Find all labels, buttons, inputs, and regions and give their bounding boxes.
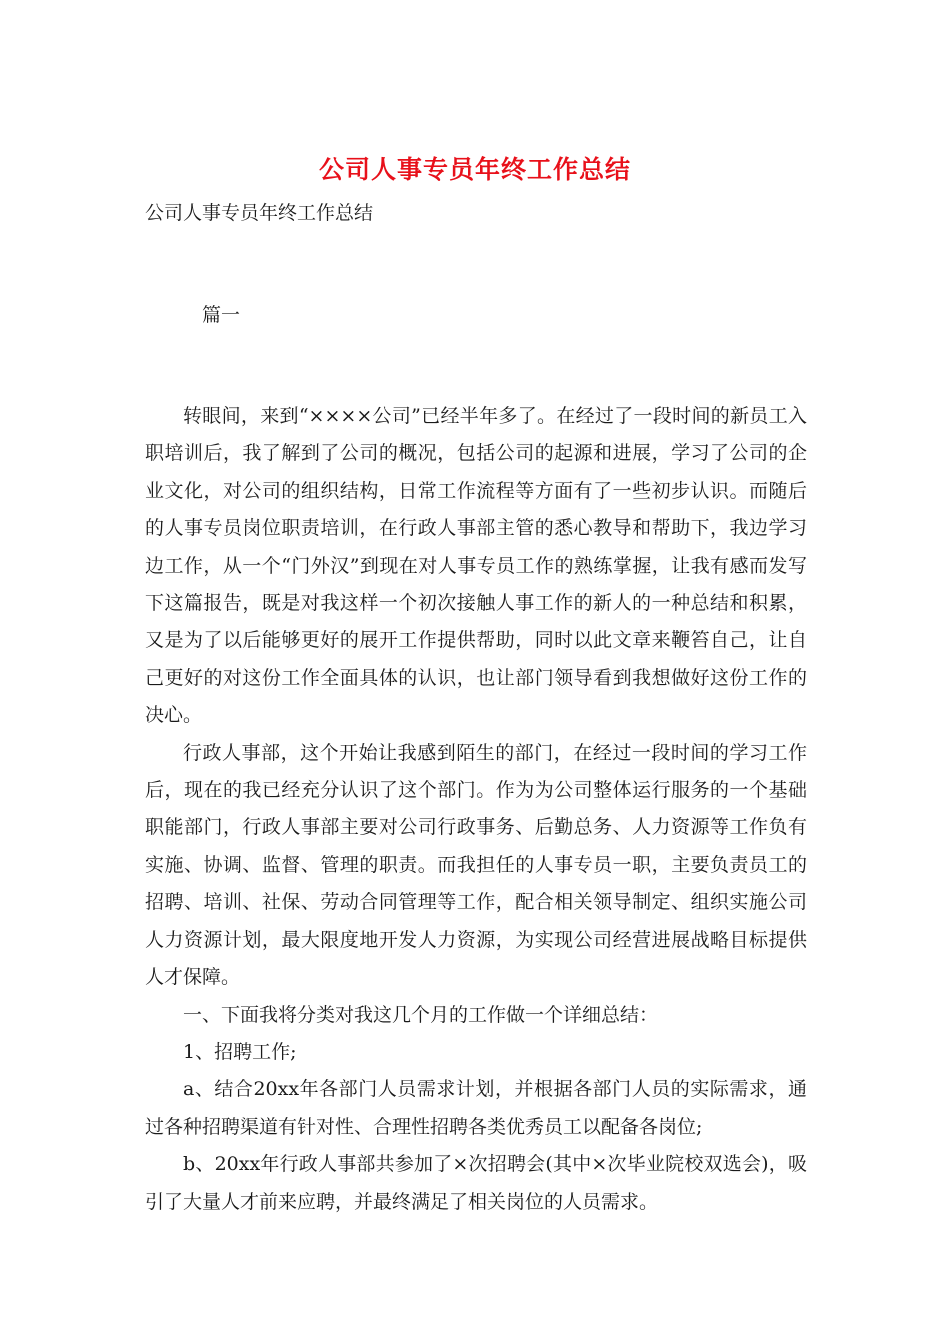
- paragraph-5: a、结合20xx年各部门人员需求计划，并根据各部门人员的实际需求，通过各种招聘渠道有针对性、合理性招聘各类优秀员工以配备各岗位;: [145, 1078, 807, 1138]
- paragraph-3: 一、下面我将分类对我这几个月的工作做一个详细总结：: [183, 1003, 659, 1026]
- paragraph-1: 转眼间，来到“××××公司”已经半年多了。在经过了一段时间的新员工入职培训后，我了解到了公司的概况，包括公司的起源和进展，学习了公司的企业文化，对公司的组织结构，日常工作流程等方面有了一些初步认识。而随后的人事专员岗位职责培训，在行政人事部主管的悉心教导和帮助下，我边学习边工作，从一个“门外汉”到现在对人事专员工作的熟练掌握，让我有感而发写下这篇报告，既是对我这样一个初次接触人事工作的新人的一种总结和积累，又是为了以后能够更好的展开工作提供帮助，同时以此文章来鞭笞自己，让自己更好的对这份工作全面具体的认识，也让部门领导看到我想做好这份工作的决心。: [145, 405, 807, 727]
- paragraph-2: 行政人事部，这个开始让我感到陌生的部门，在经过一段时间的学习工作后，现在的我已经充分认识了这个部门。作为为公司整体运行服务的一个基础职能部门，行政人事部主要对公司行政事务、后勤总务、人力资源等工作负有实施、协调、监督、管理的职责。而我担任的人事专员一职，主要负责员工的招聘、培训、社保、劳动合同管理等工作，配合相关领导制定、组织实施公司人力资源计划，最大限度地开发人力资源，为实现公司经营进展战略目标提供人才保障。: [145, 741, 807, 989]
- paragraph-6: b、20xx年行政人事部共参加了×次招聘会(其中×次毕业院校双选会)，吸引了大量人才前来应聘，并最终满足了相关岗位的人员需求。: [145, 1153, 807, 1213]
- paragraph-4: 1、招聘工作;: [183, 1040, 297, 1063]
- document-subtitle: 公司人事专员年终工作总结: [145, 202, 374, 224]
- section-label: 篇一: [202, 304, 241, 326]
- body-text: [145, 398, 807, 1221]
- document-title: 公司人事专员年终工作总结: [318, 155, 631, 184]
